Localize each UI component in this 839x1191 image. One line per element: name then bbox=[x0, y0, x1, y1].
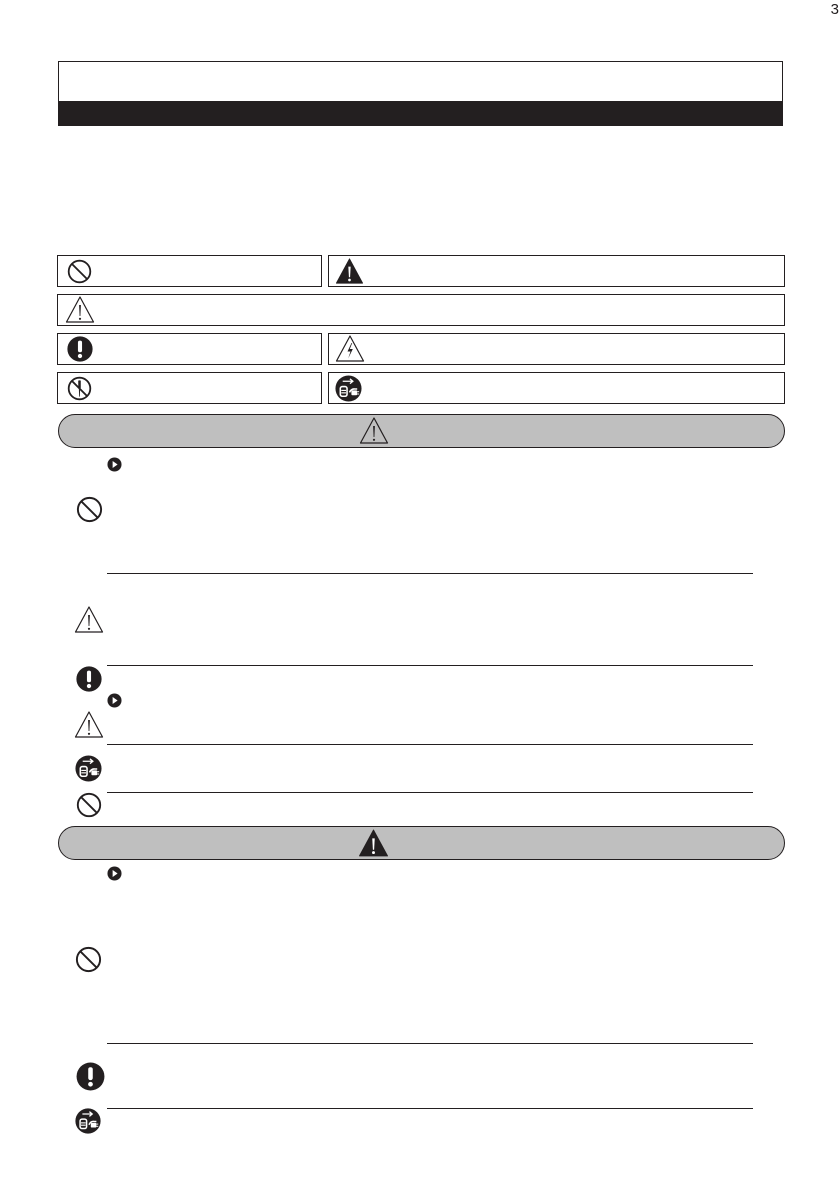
title-bar bbox=[58, 101, 783, 126]
legend-cell-prohibition bbox=[57, 255, 322, 287]
divider bbox=[107, 573, 753, 574]
unplug-icon bbox=[74, 1107, 102, 1135]
prohibition-icon bbox=[75, 791, 103, 819]
unplug-icon bbox=[334, 374, 363, 403]
unplug-icon bbox=[74, 754, 103, 783]
legend-cell-electric-shock bbox=[328, 333, 785, 365]
caution-banner bbox=[58, 414, 785, 448]
prohibition-icon bbox=[74, 945, 103, 974]
warning-banner bbox=[58, 826, 785, 860]
legend-cell-unplug bbox=[328, 372, 785, 404]
legend-cell-warning bbox=[328, 255, 785, 287]
legend-cell-no-disassembly bbox=[57, 372, 322, 404]
bullet-arrow-icon bbox=[107, 866, 122, 881]
divider bbox=[107, 792, 753, 793]
page-number: 3 bbox=[830, 1, 839, 18]
warning-filled-icon bbox=[358, 828, 389, 859]
divider bbox=[107, 744, 753, 745]
prohibition-icon bbox=[75, 495, 104, 524]
legend-cell-mandatory bbox=[57, 333, 322, 365]
mandatory-icon bbox=[75, 1061, 106, 1092]
mandatory-icon bbox=[75, 665, 103, 693]
legend-cell-caution bbox=[57, 294, 785, 326]
caution-icon bbox=[359, 416, 389, 446]
bullet-arrow-icon bbox=[107, 693, 122, 708]
caution-icon bbox=[74, 710, 104, 740]
divider bbox=[107, 665, 753, 666]
prohibition-icon bbox=[66, 258, 93, 285]
no-disassembly-icon bbox=[66, 375, 93, 402]
divider bbox=[107, 1043, 753, 1044]
bullet-arrow-icon bbox=[107, 457, 122, 472]
caution-icon bbox=[65, 295, 95, 325]
mandatory-icon bbox=[66, 335, 94, 363]
divider bbox=[107, 1108, 753, 1109]
electric-shock-icon bbox=[335, 334, 365, 364]
caution-icon bbox=[74, 605, 104, 635]
warning-filled-icon bbox=[335, 257, 364, 286]
